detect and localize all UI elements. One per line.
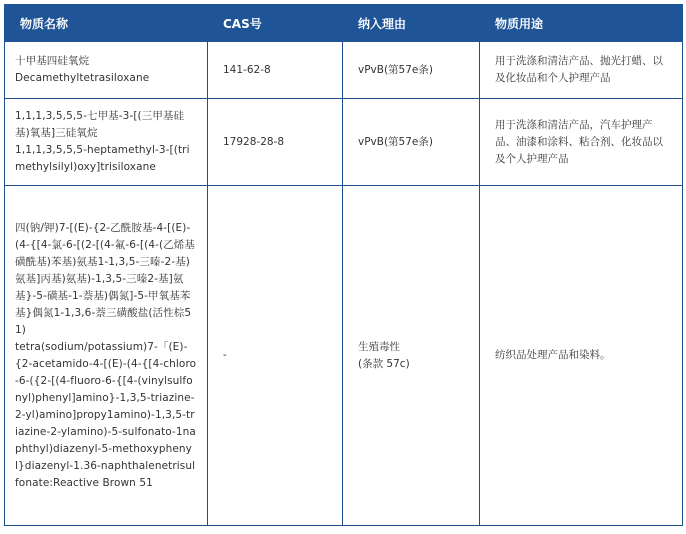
substance-name-en: Decamethyltetrasiloxane [15,72,150,84]
table-row [5,99,683,186]
substance-name-cn: 1,1,1,3,5,5,5-七甲基-3-[(三甲基硅基)氧基]三硅氧烷 [15,110,185,139]
table-row [5,42,683,99]
inclusion-reason-text: 生殖毒性 [358,340,400,353]
substance-use-cell: 用于洗涤和清洁产品，汽车护理产品、油漆和涂料、粘合剂、化妆品以及个人护理产品 [480,99,683,186]
inclusion-reason-cell [343,186,480,526]
table-header-row [5,5,683,42]
inclusion-reason-text: vPvB(第57e条) [358,63,433,76]
header-substance-name: 物质名称 [5,5,208,42]
substance-use-cell: 用于洗涤和清洁产品、抛光打蜡、以及化妆品和个人护理产品 [480,42,683,99]
substance-name-en: 1,1,1,3,5,5,5-heptamethyl-3-[(trimethylsilyl)oxy]trisiloxane [15,144,190,173]
inclusion-reason-cell [343,42,480,99]
substance-name-en: tetra(sodium/potassium)7-「(E)-{2-acetamido-4-[(E)-(4-{[4-chloro-6-({2-[(4-fluoro-6-{[4-(vinylsulfonyl)phenyl]amino}-1,3,5-triazine-2-yl)amino]propy1amino)-1,3,5-triazine-2-ylamino)-5-sulfonato-1naphthyl)diazenyl-5-methoxyphenyl}diazenyl-1.36-naphthalenetrisulfonate:Reactive Brown 51 [15,340,197,489]
substance-name-cell [5,99,208,186]
substance-name-cn: 十甲基四硅氧烷 [15,55,90,67]
cas-number-cell: 141-62-8 [208,42,343,99]
table-row [5,186,683,526]
header-cas-number: CAS号 [208,5,343,42]
substance-table [4,4,683,526]
inclusion-reason-article: (条款 57c) [358,357,410,370]
inclusion-reason-cell [343,99,480,186]
substance-name-cell [5,42,208,99]
inclusion-reason-text: vPvB(第57e条) [358,135,433,148]
header-substance-use: 物质用途 [480,5,683,42]
substance-name-cn: 四(钠/钾)7-[(E)-{2-乙酰胺基-4-[(E)-(4-{[4-氯-6-[(2-[(4-氟-6-[(4-(乙烯基磺酰基)苯基)氨基1-1,3,5-三嗪-2-基)氨基]丙基)氨基)-1,3,5-三嗪2-基]氨基}-5-磺基-1-萘基)偶氮]-5-甲氧基苯基}偶氮1-1,3,6-萘三磺酸盐(活性棕51) [15,221,196,336]
substance-name-cell [5,186,208,526]
header-inclusion-reason: 纳入理由 [343,5,480,42]
cas-number-cell: - [208,186,343,526]
cas-number-cell: 17928-28-8 [208,99,343,186]
substance-use-cell: 纺织品处理产品和染料。 [480,186,683,526]
